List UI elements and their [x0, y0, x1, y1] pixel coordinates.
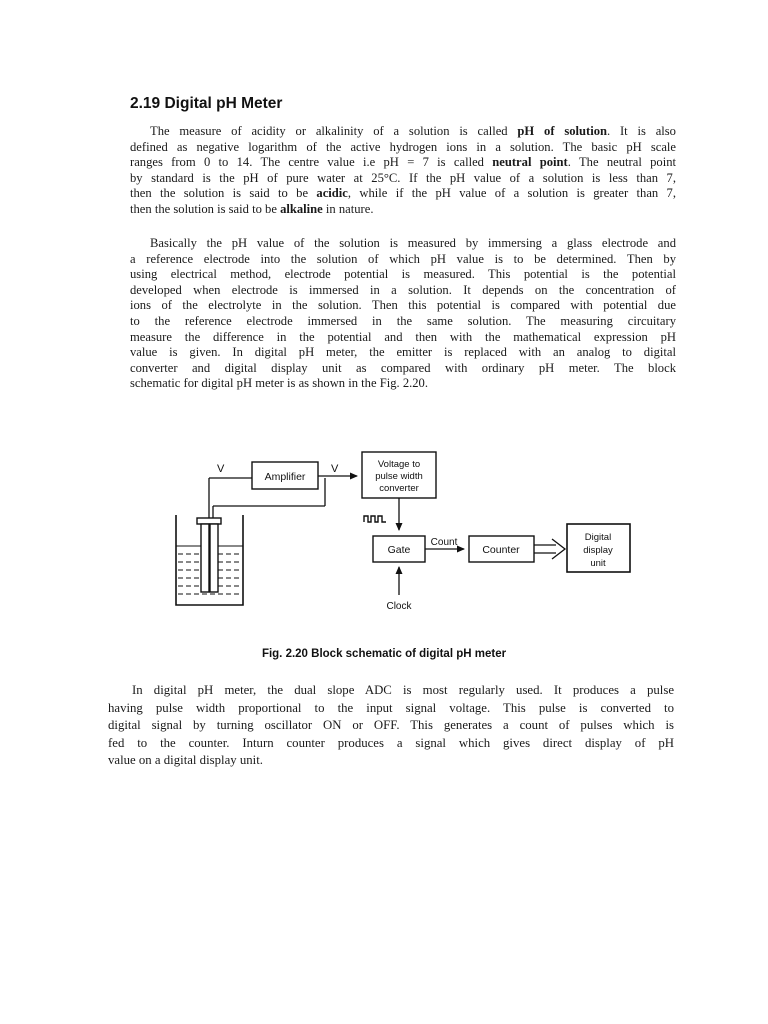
text-line: fed to the counter. Inturn counter produces a signal which gives direct display of pH [108, 735, 674, 750]
text-line: using electrical method, electrode potential is measured. This potential is the potential [130, 267, 676, 282]
count-label: Count [430, 537, 458, 548]
paragraph-digital-meter [108, 682, 674, 770]
text-line: by standard is the pH of pure water at 25°C. If the pH value of a solution is less than 7, [130, 170, 676, 185]
text-line: The measure of acidity or alkalinity of a solution is called pH of solution. It is also [150, 124, 676, 138]
display-label-line2: display [583, 545, 613, 556]
text-line: developed when electrode is immersed in a solution. It depends on the concentration of [130, 282, 676, 297]
text-line: then the solution is said to be acidic, while if the pH value of a solution is greater than 7, [130, 186, 676, 201]
text-line: Basically the pH value of the solution is measured by immersing a glass electrode and [150, 236, 676, 250]
text-line: ions of the electrolyte in the solution. Then this potential is compared with potential due [130, 298, 676, 313]
section-heading: 2.19 Digital pH Meter [130, 95, 283, 112]
text-line: then the solution is said to be alkaline in nature. [130, 201, 374, 216]
counter-label: Counter [482, 544, 520, 556]
text-line: schematic for digital pH meter is as shown in the Fig. 2.20. [130, 376, 429, 391]
text-line: a reference electrode into the solution of which pH value is to be determined. Then by [130, 251, 676, 266]
gate-label: Gate [387, 544, 411, 556]
electrode-icon [197, 518, 221, 592]
counter-to-display-arrow [534, 539, 565, 559]
display-label-line3: unit [590, 558, 606, 569]
text-line: value on a digital display unit. [108, 753, 263, 768]
text-line: having pulse width proportional to the input signal voltage. This pulse is converted to [108, 700, 674, 715]
text-line: ranges from 0 to 14. The centre value i.e pH = 7 is called neutral point. The neutral point [130, 155, 677, 170]
text-line: digital signal by turning oscillator ON or OFF. This generates a count of pulses which is [108, 718, 674, 733]
text-line: In digital pH meter, the dual slope ADC is most regularly used. It produces a pulse [132, 683, 674, 697]
display-label-line1: Digital [584, 532, 612, 543]
input-voltage-label: V [217, 463, 225, 475]
text-line: to the reference electrode immersed in the same solution. The measuring circuitary [130, 313, 676, 328]
converter-label-line3: converter [379, 483, 419, 494]
amplifier-label: Amplifier [264, 471, 306, 483]
converter-label-line2: pulse width [375, 471, 423, 482]
output-voltage-label: V [331, 463, 339, 475]
converter-label-line1: Voltage to [377, 459, 421, 470]
figure-caption: Fig. 2.20 Block schematic of digital pH meter [261, 648, 507, 660]
clock-label: Clock [386, 601, 412, 612]
text-line: value is given. In digital pH meter, the emitter is replaced with an analog to digital [130, 345, 676, 360]
text-line: converter and digital display unit as compared with ordinary pH meter. The block [130, 360, 676, 375]
text-line: defined as negative logarithm of the active hydrogen ions in a solution. The basic pH scale [130, 139, 676, 154]
text-line: measure the difference in the potential and then with the mathematical expression pH [130, 329, 676, 344]
pulse-train-icon [364, 516, 386, 522]
